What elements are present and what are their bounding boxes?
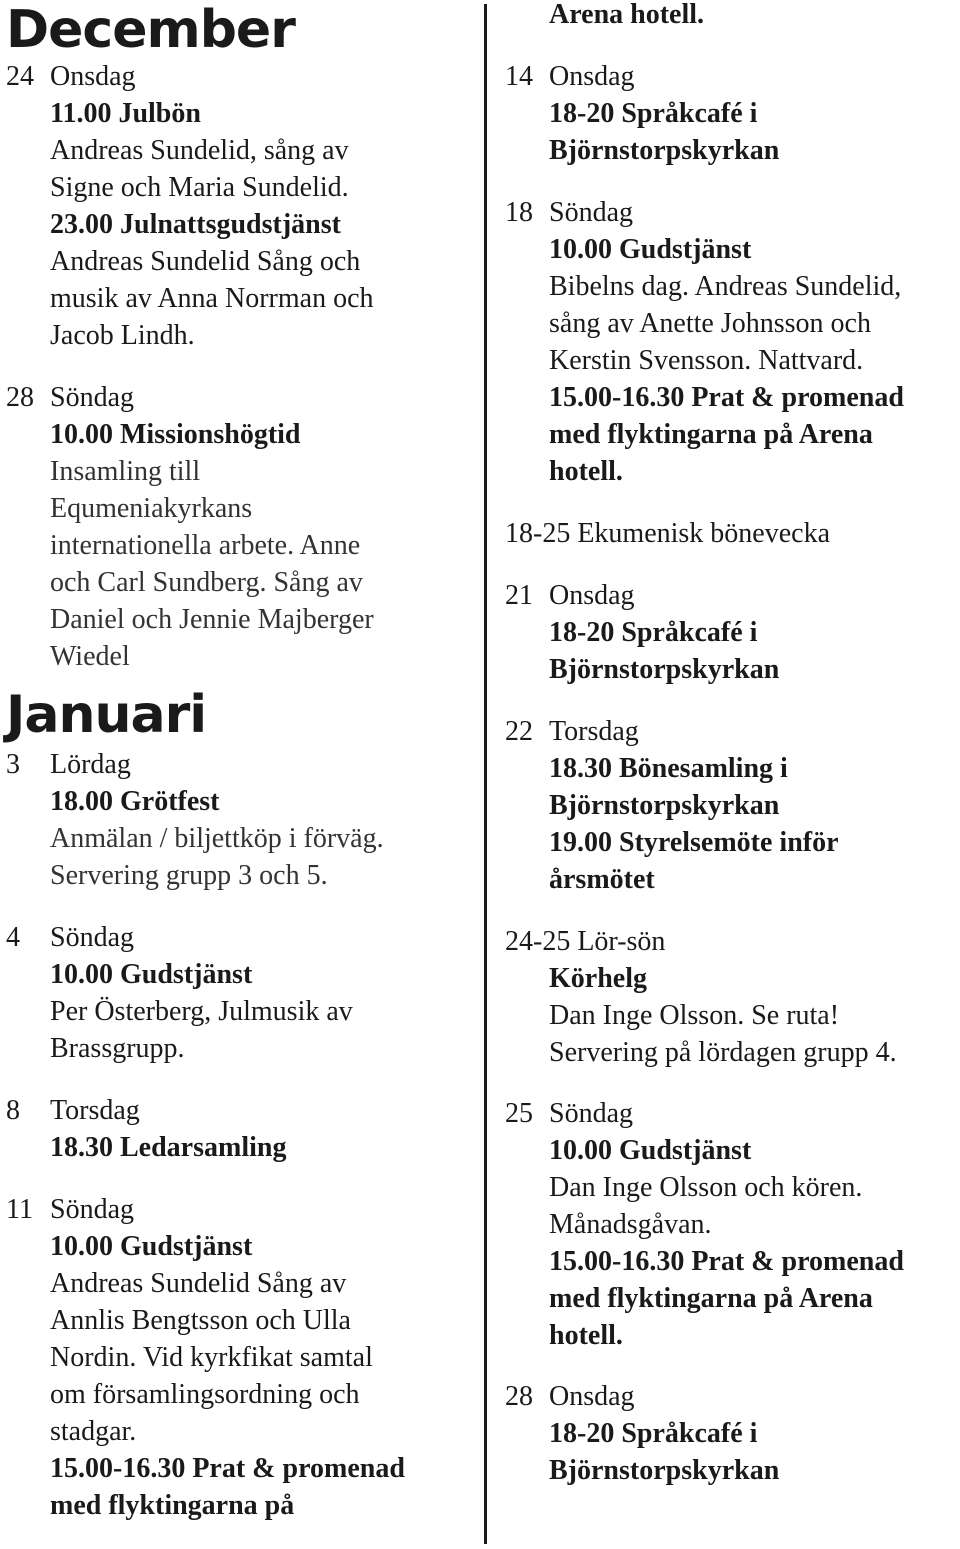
event-detail: Per Österberg, Julmusik av [50,996,353,1027]
event-title: 15.00-16.30 Prat & promenad [50,1453,405,1484]
event-detail: Andreas Sundelid, sång av [50,135,349,166]
date-line [505,196,533,230]
event-detail: och Carl Sundberg. Sång av [50,567,363,598]
event-title: 19.00 Styrelsemöte inför [549,827,839,858]
month-heading-december: December [6,0,295,60]
day-number: 8 [6,1095,20,1126]
event-title: Björnstorpskyrkan [549,654,780,685]
event-title: 18-20 Språkcafé i [549,1418,758,1449]
event-detail: musik av Anna Norrman och [50,283,374,314]
weekday: Torsdag [50,1095,140,1126]
weekday: Onsdag [549,580,635,611]
week-note: 18-25 Ekumenisk bönevecka [505,518,831,549]
event-detail: Bibelns dag. Andreas Sundelid, [549,271,902,302]
day-number: 22 [505,716,533,747]
event-detail: Daniel och Jennie Majberger [50,604,374,635]
day-number: 28 [6,382,34,413]
event-title: 18-20 Språkcafé i [549,617,758,648]
day-number: 25 [505,1098,533,1129]
date-line [505,579,533,613]
event-title: 15.00-16.30 Prat & promenad [549,1246,904,1277]
event-title: med flyktingarna på Arena [549,1283,873,1314]
date-line [6,1193,33,1227]
weekday: Söndag [549,197,633,228]
weekday: Söndag [50,1194,134,1225]
date-line [6,381,34,415]
weekday: Onsdag [549,61,635,92]
event-title: Björnstorpskyrkan [549,135,780,166]
date-line [505,1380,533,1414]
date-line [6,748,20,782]
weekday: Torsdag [549,716,639,747]
event-title: med flyktingarna på [50,1490,295,1521]
day-number: 3 [6,749,20,780]
event-detail: Insamling till [50,456,201,487]
event-title: 23.00 Julnattsgudstjänst [50,209,341,240]
event-title: 18.00 Grötfest [50,786,220,817]
day-number: 18 [505,197,533,228]
event-title: med flyktingarna på Arena [549,419,873,450]
event-title: 18-20 Språkcafé i [549,98,758,129]
weekday: Lördag [50,749,131,780]
event-title: 10.00 Missionshögtid [50,419,301,450]
weekday: Söndag [50,922,134,953]
event-detail: Månadsgåvan. [549,1209,712,1240]
event-title: Körhelg [549,963,647,994]
event-detail: stadgar. [50,1416,137,1447]
date-line [6,921,20,955]
event-title: Arena hotell. [549,0,705,30]
event-detail: Nordin. Vid kyrkfikat samtal [50,1342,373,1373]
event-detail: Jacob Lindh. [50,320,195,351]
event-title: 15.00-16.30 Prat & promenad [549,382,904,413]
event-detail: Servering grupp 3 och 5. [50,860,328,891]
event-detail: Dan Inge Olsson. Se ruta! [549,1000,840,1031]
date-line [6,60,34,94]
event-detail: internationella arbete. Anne [50,530,361,561]
event-detail: Dan Inge Olsson och kören. [549,1172,863,1203]
event-title: Björnstorpskyrkan [549,1455,780,1486]
event-title: 18.30 Ledarsamling [50,1132,287,1163]
date-line [505,925,665,959]
event-title: 10.00 Gudstjänst [50,1231,253,1262]
weekday: Söndag [50,382,134,413]
event-title: Björnstorpskyrkan [549,790,780,821]
event-title: 10.00 Gudstjänst [50,959,253,990]
event-title: 10.00 Gudstjänst [549,1135,752,1166]
day-number: 11 [6,1194,33,1225]
event-detail: Andreas Sundelid Sång av [50,1268,347,1299]
date-line [505,715,533,749]
weekday: Onsdag [50,61,136,92]
weekday: Onsdag [549,1381,635,1412]
event-title: 10.00 Gudstjänst [549,234,752,265]
event-title: hotell. [549,456,623,487]
day-number: 24-25 [505,926,571,957]
event-detail: Servering på lördagen grupp 4. [549,1037,897,1068]
day-number: 28 [505,1381,533,1412]
event-title: årsmötet [549,864,655,895]
event-detail: Annlis Bengtsson och Ulla [50,1305,351,1336]
weekday: Söndag [549,1098,633,1129]
date-line [505,60,533,94]
event-detail: Signe och Maria Sundelid. [50,172,349,203]
date-line [505,1097,533,1131]
month-heading-januari: Januari [6,685,207,745]
event-detail: Andreas Sundelid Sång och [50,246,361,277]
day-number: 4 [6,922,20,953]
event-title: 18.30 Bönesamling i [549,753,788,784]
event-detail: Wiedel [50,641,130,672]
event-detail: Anmälan / biljettköp i förväg. [50,823,384,854]
event-detail: sång av Anette Johnsson och [549,308,871,339]
column-divider [484,4,487,1544]
day-number: 24 [6,61,34,92]
event-detail: om församlingsordning och [50,1379,360,1410]
event-title: 11.00 Julbön [50,98,201,129]
event-detail: Kerstin Svensson. Nattvard. [549,345,864,376]
event-detail: Equmeniakyrkans [50,493,253,524]
day-number: 21 [505,580,533,611]
date-line [6,1094,20,1128]
event-title: hotell. [549,1320,623,1351]
day-number: 14 [505,61,533,92]
event-detail: Brassgrupp. [50,1033,185,1064]
weekday: Lör-sön [577,926,666,957]
